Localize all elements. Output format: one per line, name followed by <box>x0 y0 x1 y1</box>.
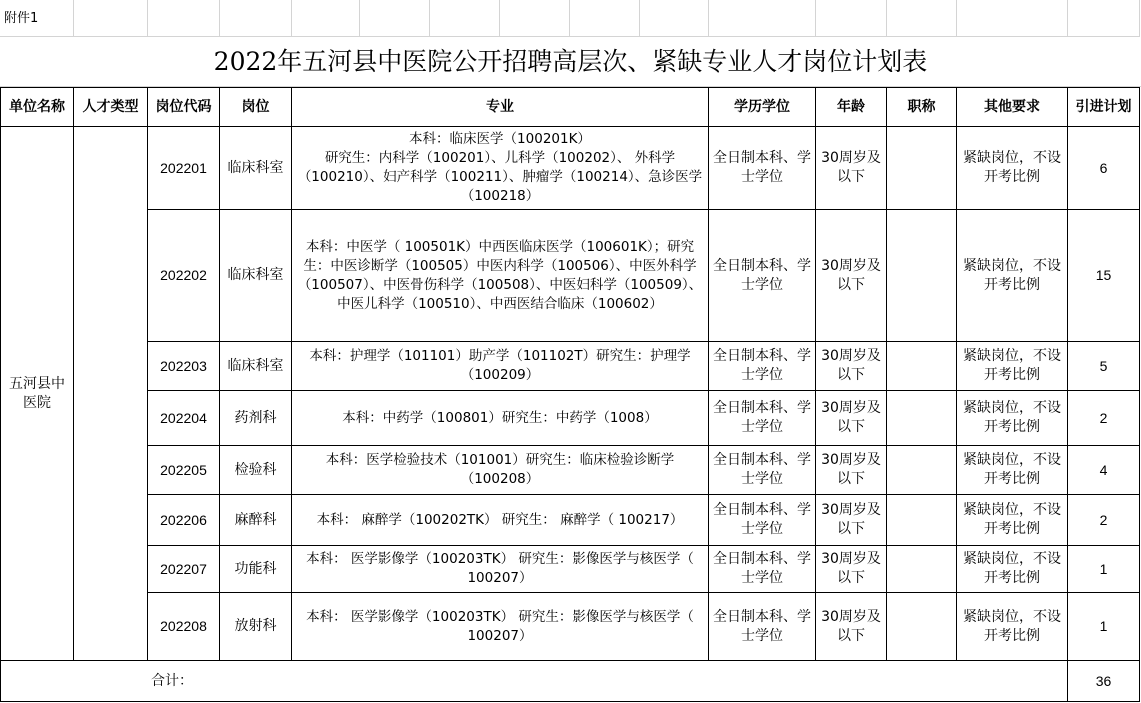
row-post-cell[interactable]: 临床科室 <box>220 342 292 391</box>
total-label-cell[interactable]: 合计： <box>0 661 1068 702</box>
header-cell[interactable]: 学历学位 <box>709 87 816 127</box>
empty-cell[interactable] <box>1068 0 1140 37</box>
row-code-cell[interactable]: 202206 <box>148 495 220 546</box>
row-major-cell[interactable]: 本科：中药学（100801）研究生：中药学（1008） <box>292 391 709 446</box>
row-degree-cell[interactable]: 全日制本科、学士学位 <box>709 446 816 495</box>
row-other-cell[interactable]: 紧缺岗位，不设开考比例 <box>957 546 1068 593</box>
page-title: 2022年五河县中医院公开招聘高层次、紧缺专业人才岗位计划表 <box>0 37 1141 87</box>
empty-cell[interactable] <box>887 0 957 37</box>
row-title-cell[interactable] <box>887 391 957 446</box>
row-degree-cell[interactable]: 全日制本科、学士学位 <box>709 495 816 546</box>
row-title-cell[interactable] <box>887 342 957 391</box>
row-major-cell[interactable]: 本科： 医学影像学（100203TK） 研究生：影像医学与核医学（ 100207） <box>292 593 709 661</box>
row-other-cell[interactable]: 紧缺岗位，不设开考比例 <box>957 446 1068 495</box>
row-age-cell[interactable]: 30周岁及以下 <box>816 391 887 446</box>
header-cell[interactable]: 年龄 <box>816 87 887 127</box>
row-plan-cell[interactable]: 2 <box>1068 391 1140 446</box>
row-other-cell[interactable]: 紧缺岗位，不设开考比例 <box>957 391 1068 446</box>
empty-cell[interactable] <box>148 0 220 37</box>
attachment-label[interactable]: 附件1 <box>0 0 74 37</box>
row-code-cell[interactable]: 202205 <box>148 446 220 495</box>
row-plan-cell[interactable]: 4 <box>1068 446 1140 495</box>
row-post-cell[interactable]: 放射科 <box>220 593 292 661</box>
row-code-cell[interactable]: 202201 <box>148 127 220 210</box>
header-cell[interactable]: 人才类型 <box>74 87 148 127</box>
row-major-cell[interactable]: 本科：中医学（ 100501K）中西医临床医学（100601K）；研究生：中医诊断学（100505）中医内科学（100506）、中医外科学（100507）、中医骨伤科学（100508）、中医妇科学（100509）、中医儿科学（100510）、中西医结合临床（100602） <box>292 210 709 342</box>
row-age-cell[interactable]: 30周岁及以下 <box>816 210 887 342</box>
row-degree-cell[interactable]: 全日制本科、学士学位 <box>709 546 816 593</box>
row-other-cell[interactable]: 紧缺岗位，不设开考比例 <box>957 210 1068 342</box>
empty-cell[interactable] <box>500 0 570 37</box>
row-title-cell[interactable] <box>887 546 957 593</box>
row-major-cell[interactable]: 本科：临床医学（100201K） 研究生：内科学（100201）、儿科学（100202）、 外科学（100210）、妇产科学（100211）、肿瘤学（100214）、急诊医学（100218） <box>292 127 709 210</box>
row-other-cell[interactable]: 紧缺岗位，不设开考比例 <box>957 127 1068 210</box>
row-other-cell[interactable]: 紧缺岗位，不设开考比例 <box>957 593 1068 661</box>
row-major-cell[interactable]: 本科：医学检验技术（101001）研究生：临床检验诊断学（100208） <box>292 446 709 495</box>
row-age-cell[interactable]: 30周岁及以下 <box>816 593 887 661</box>
row-title-cell[interactable] <box>887 127 957 210</box>
row-plan-cell[interactable]: 2 <box>1068 495 1140 546</box>
row-post-cell[interactable]: 临床科室 <box>220 127 292 210</box>
row-major-cell[interactable]: 本科：护理学（101101）助产学（101102T）研究生：护理学（100209） <box>292 342 709 391</box>
row-post-cell[interactable]: 检验科 <box>220 446 292 495</box>
row-plan-cell[interactable]: 1 <box>1068 546 1140 593</box>
header-cell[interactable]: 单位名称 <box>0 87 74 127</box>
talent-type-cell[interactable] <box>74 127 148 661</box>
unit-name-cell[interactable]: 五河县中医院 <box>0 127 74 661</box>
row-code-cell[interactable]: 202202 <box>148 210 220 342</box>
row-age-cell[interactable]: 30周岁及以下 <box>816 446 887 495</box>
row-code-cell[interactable]: 202203 <box>148 342 220 391</box>
row-title-cell[interactable] <box>887 495 957 546</box>
empty-cell[interactable] <box>360 0 430 37</box>
empty-cell[interactable] <box>640 0 709 37</box>
row-other-cell[interactable]: 紧缺岗位，不设开考比例 <box>957 342 1068 391</box>
row-plan-cell[interactable]: 5 <box>1068 342 1140 391</box>
row-post-cell[interactable]: 功能科 <box>220 546 292 593</box>
empty-cell[interactable] <box>292 0 360 37</box>
row-title-cell[interactable] <box>887 210 957 342</box>
row-code-cell[interactable]: 202204 <box>148 391 220 446</box>
row-plan-cell[interactable]: 15 <box>1068 210 1140 342</box>
empty-cell[interactable] <box>816 0 887 37</box>
empty-cell[interactable] <box>220 0 292 37</box>
row-code-cell[interactable]: 202208 <box>148 593 220 661</box>
empty-cell[interactable] <box>957 0 1068 37</box>
row-plan-cell[interactable]: 6 <box>1068 127 1140 210</box>
row-major-cell[interactable]: 本科： 医学影像学（100203TK） 研究生：影像医学与核医学（ 100207） <box>292 546 709 593</box>
empty-cell[interactable] <box>430 0 500 37</box>
row-age-cell[interactable]: 30周岁及以下 <box>816 342 887 391</box>
row-post-cell[interactable]: 药剂科 <box>220 391 292 446</box>
empty-cell[interactable] <box>570 0 640 37</box>
empty-cell[interactable] <box>74 0 148 37</box>
row-post-cell[interactable]: 临床科室 <box>220 210 292 342</box>
row-title-cell[interactable] <box>887 446 957 495</box>
header-cell[interactable]: 岗位 <box>220 87 292 127</box>
header-cell[interactable]: 职称 <box>887 87 957 127</box>
row-degree-cell[interactable]: 全日制本科、学士学位 <box>709 127 816 210</box>
row-degree-cell[interactable]: 全日制本科、学士学位 <box>709 391 816 446</box>
row-age-cell[interactable]: 30周岁及以下 <box>816 495 887 546</box>
row-degree-cell[interactable]: 全日制本科、学士学位 <box>709 342 816 391</box>
row-age-cell[interactable]: 30周岁及以下 <box>816 127 887 210</box>
header-cell[interactable]: 岗位代码 <box>148 87 220 127</box>
row-plan-cell[interactable]: 1 <box>1068 593 1140 661</box>
header-cell[interactable]: 其他要求 <box>957 87 1068 127</box>
row-major-cell[interactable]: 本科： 麻醉学（100202TK） 研究生： 麻醉学（ 100217） <box>292 495 709 546</box>
total-value-cell[interactable]: 36 <box>1068 661 1140 702</box>
header-cell[interactable]: 引进计划 <box>1068 87 1140 127</box>
header-cell[interactable]: 专业 <box>292 87 709 127</box>
row-post-cell[interactable]: 麻醉科 <box>220 495 292 546</box>
row-degree-cell[interactable]: 全日制本科、学士学位 <box>709 593 816 661</box>
row-degree-cell[interactable]: 全日制本科、学士学位 <box>709 210 816 342</box>
row-other-cell[interactable]: 紧缺岗位，不设开考比例 <box>957 495 1068 546</box>
row-title-cell[interactable] <box>887 593 957 661</box>
row-code-cell[interactable]: 202207 <box>148 546 220 593</box>
empty-cell[interactable] <box>709 0 816 37</box>
row-age-cell[interactable]: 30周岁及以下 <box>816 546 887 593</box>
